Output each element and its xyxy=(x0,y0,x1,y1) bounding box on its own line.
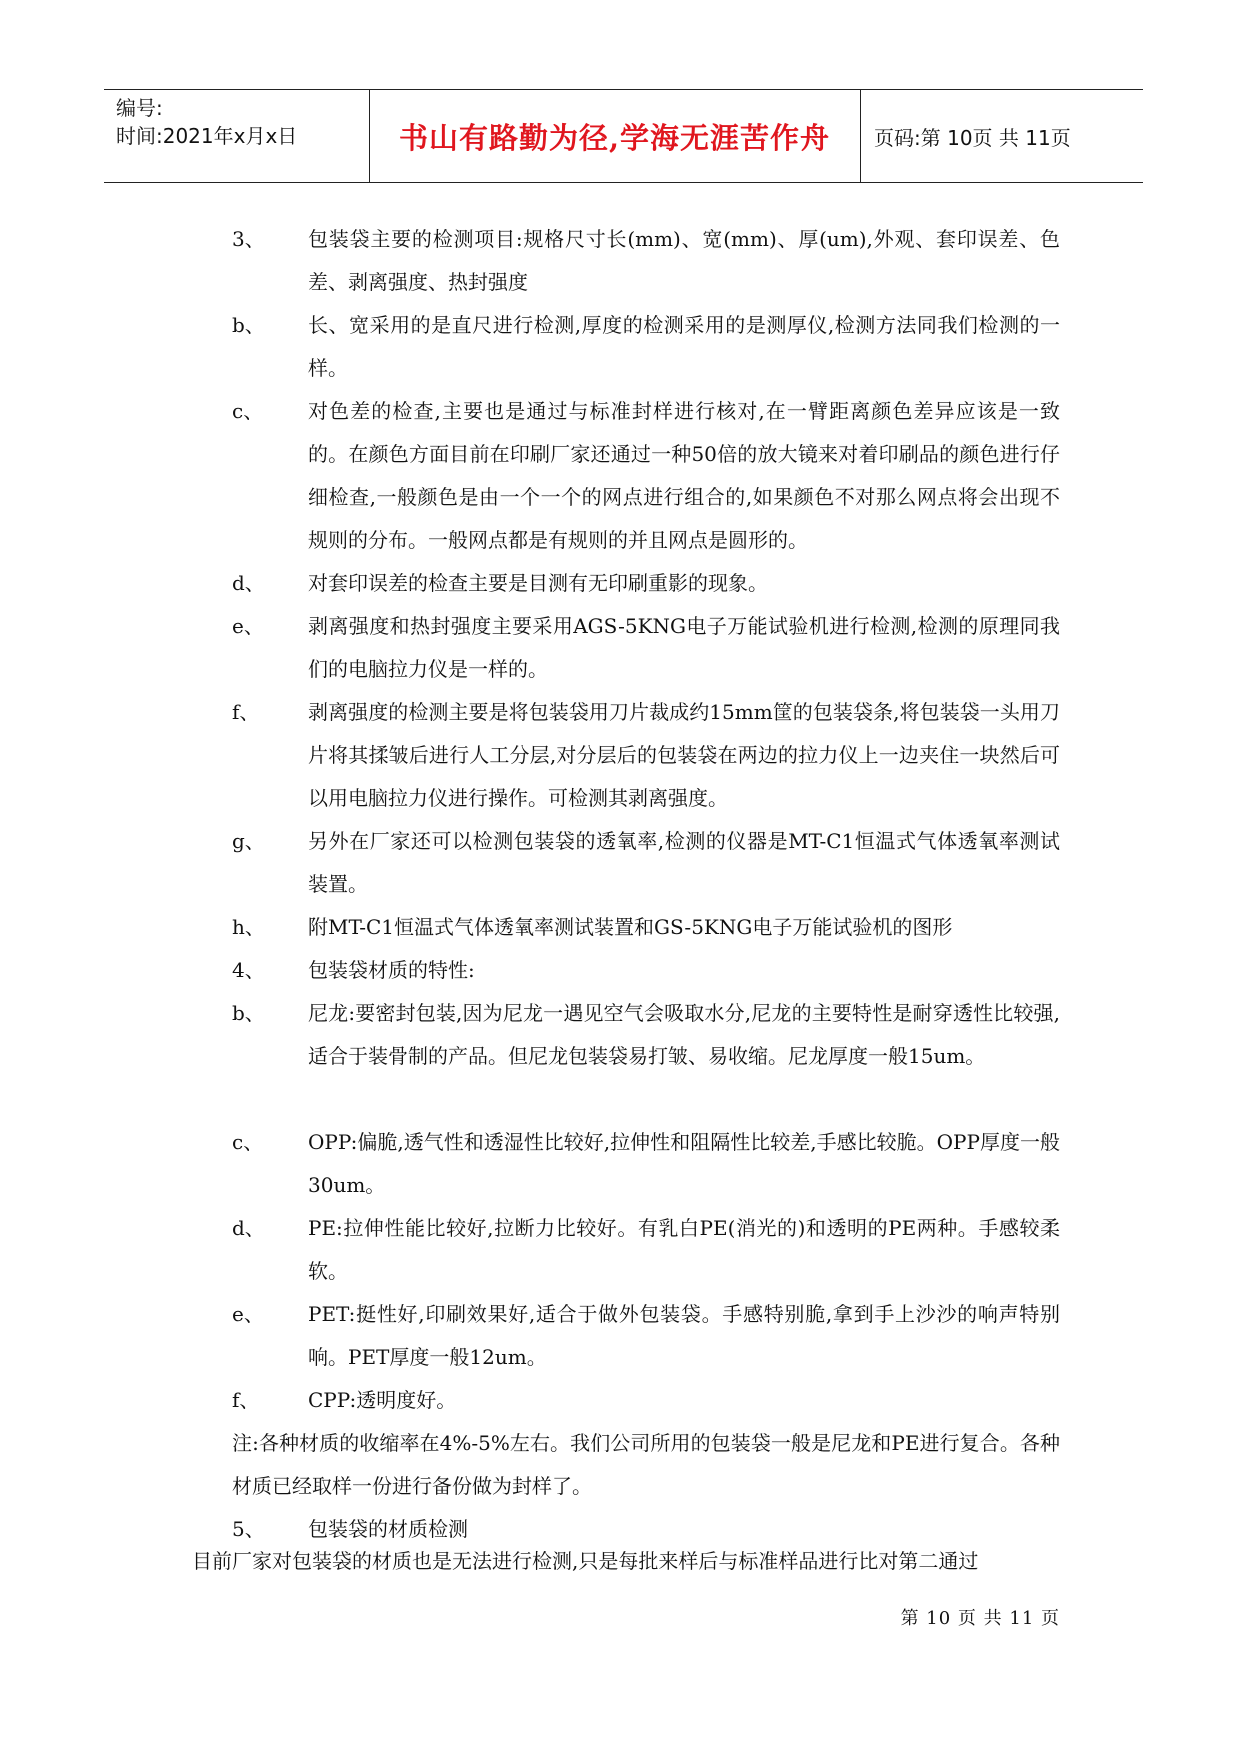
list-text: 包装袋主要的检测项目:规格尺寸长(mm)、宽(mm)、厚(um),外观、套印误差、色差、剥离强度、热封强度 xyxy=(308,227,1060,294)
list-marker: d、 xyxy=(232,1216,265,1240)
list-marker: f、 xyxy=(232,700,260,724)
list-text: PE:拉伸性能比较好,拉断力比较好。有乳白PE(消光的)和透明的PE两种。手感较柔软。 xyxy=(308,1216,1060,1283)
list-marker: 3、 xyxy=(232,227,265,251)
list-text: 剥离强度和热封强度主要采用AGS-5KNG电子万能试验机进行检测,检测的原理同我们的电脑拉力仪是一样的。 xyxy=(308,614,1060,681)
list-text: 尼龙:要密封包装,因为尼龙一遇见空气会吸取水分,尼龙的主要特性是耐穿透性比较强,适合于装骨制的产品。但尼龙包装袋易打皱、易收缩。尼龙厚度一般15um。 xyxy=(308,1001,1060,1068)
list-marker: h、 xyxy=(232,915,265,939)
body-paragraph: 目前厂家对包装袋的材质也是无法进行检测,只是每批来样后与标准样品进行比对第二通过 xyxy=(192,1549,979,1573)
list-marker: f、 xyxy=(232,1388,260,1412)
list-text: CPP:透明度好。 xyxy=(308,1388,457,1412)
header-motto: 书山有路勤为径,学海无涯苦作舟 xyxy=(398,120,831,155)
list-marker: c、 xyxy=(232,399,264,423)
list-text: 剥离强度的检测主要是将包装袋用刀片裁成约15mm筐的包装袋条,将包装袋一头用刀片将其揉皱后进行人工分层,对分层后的包装袋在两边的拉力仪上一边夹住一块然后可以用电脑拉力仪进行操作。可检测其剥离强度。 xyxy=(308,700,1060,810)
number-label: 编号: xyxy=(116,96,163,120)
list-text: 包装袋材质的特性: xyxy=(308,958,475,982)
header-divider xyxy=(860,90,861,182)
list-text: OPP:偏脆,透气性和透湿性比较好,拉伸性和阻隔性比较差,手感比较脆。OPP厚度一般30um。 xyxy=(308,1130,1060,1197)
header-meta xyxy=(116,94,297,150)
list-text: 对色差的检查,主要也是通过与标准封样进行核对,在一臂距离颜色差异应该是一致的。在颜色方面目前在印刷厂家还通过一种50倍的放大镜来对着印刷品的颜色进行仔细检查,一般颜色是由一个一个的网点进行组合的,如果颜色不对那么网点将会出现不规则的分布。一般网点都是有规则的并且网点是圆形的。 xyxy=(308,399,1060,552)
list-text: PET:挺性好,印刷效果好,适合于做外包装袋。手感特别脆,拿到手上沙沙的响声特别响。PET厚度一般12um。 xyxy=(308,1302,1060,1369)
list-text: 附MT-C1恒温式气体透氧率测试装置和GS-5KNG电子万能试验机的图形 xyxy=(308,915,953,939)
list-marker: e、 xyxy=(232,1302,264,1326)
section-marker: 5、 xyxy=(232,1517,265,1541)
list-marker: e、 xyxy=(232,614,264,638)
list-marker: d、 xyxy=(232,571,265,595)
note-paragraph: 注:各种材质的收缩率在4%-5%左右。我们公司所用的包装袋一般是尼龙和PE进行复合。各种材质已经取样一份进行备份做为封样了。 xyxy=(232,1431,1060,1498)
list-text: 另外在厂家还可以检测包装袋的透氧率,检测的仪器是MT-C1恒温式气体透氧率测试装置。 xyxy=(308,829,1060,896)
list-marker: g、 xyxy=(232,829,265,853)
list-marker: 4、 xyxy=(232,958,265,982)
time-label: 时间:2021年x月x日 xyxy=(116,124,298,148)
document-header xyxy=(104,89,1143,183)
list-text: 对套印误差的检查主要是目测有无印刷重影的现象。 xyxy=(308,571,768,595)
list-marker: b、 xyxy=(232,313,265,337)
section-title: 包装袋的材质检测 xyxy=(308,1517,468,1541)
list-marker: b、 xyxy=(232,1001,265,1025)
list-marker: c、 xyxy=(232,1130,264,1154)
page-footer: 第 10 页 共 11 页 xyxy=(900,1608,1060,1629)
header-page-info: 页码:第 10页 共 11页 xyxy=(874,125,1071,150)
list-text: 长、宽采用的是直尺进行检测,厚度的检测采用的是测厚仪,检测方法同我们检测的一样。 xyxy=(308,313,1060,380)
